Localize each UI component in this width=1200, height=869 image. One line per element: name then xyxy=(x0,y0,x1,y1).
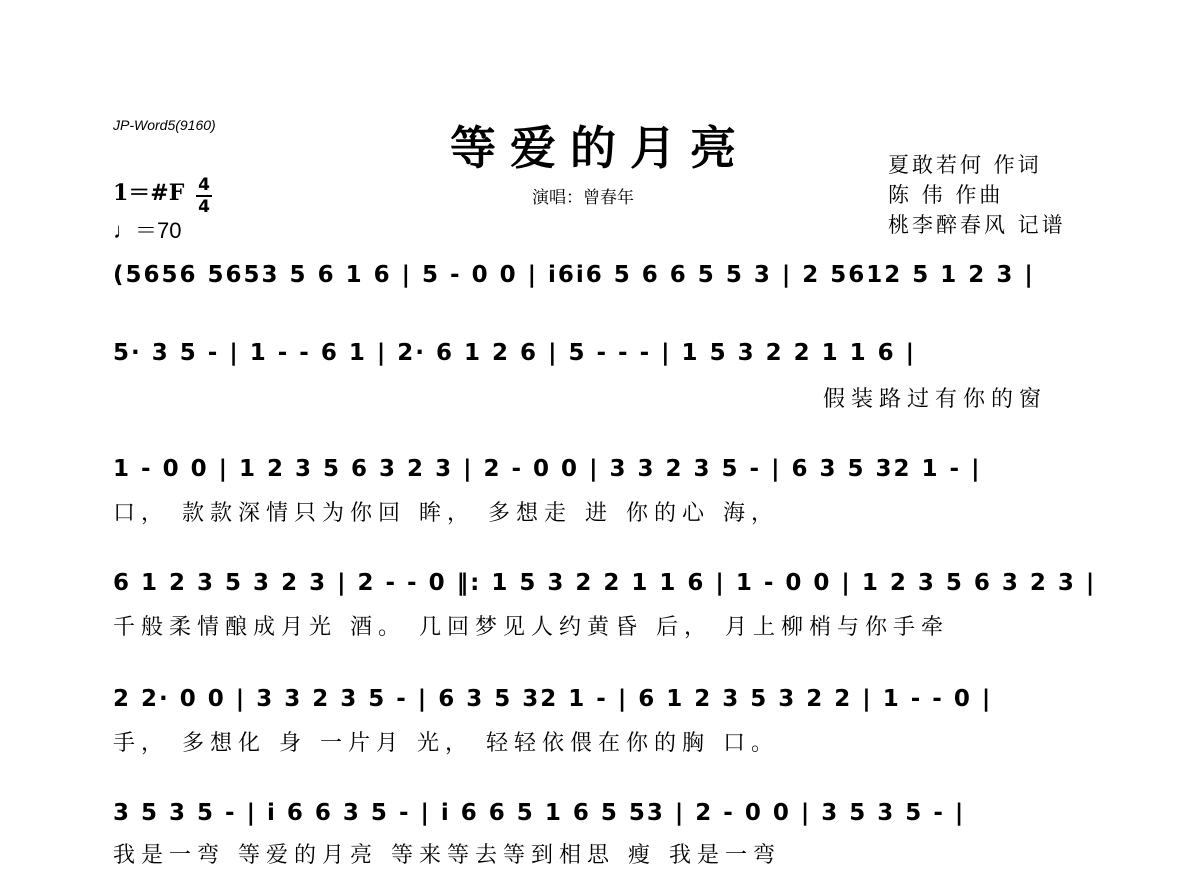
time-signature-top: 4 xyxy=(198,175,210,195)
score-line-4-lyrics: 千般柔情酿成月光 酒。 几回梦见人约黄昏 后， 月上柳梢与你手牵 xyxy=(113,615,949,640)
score-line-6-lyrics: 我是一弯 等爱的月亮 等来等去等到相思 瘦 我是一弯 xyxy=(113,843,781,868)
lyricist-credit: 夏敢若何 作词 xyxy=(888,153,1042,177)
score-line-2-lyrics: 假装路过有你的窗 xyxy=(823,387,1048,412)
singer-credit: 演唱：曾春年 xyxy=(532,188,634,208)
transcriber-credit: 桃李醉春风 记谱 xyxy=(888,213,1066,237)
composer-credit: 陈 伟 作曲 xyxy=(888,183,1004,207)
score-line-5-lyrics: 手， 多想化 身 一片月 光， 轻轻依偎在你的胸 口。 xyxy=(113,731,779,756)
tempo-marking: ♩＝70 xyxy=(113,218,182,243)
key-signature: 1＝#F xyxy=(113,180,185,206)
time-signature xyxy=(196,176,212,216)
score-line-3-lyrics: 口， 款款深情只为你回 眸， 多想走 进 你的心 海， xyxy=(113,501,779,526)
score-line-6-notes: 3 5 3 5 - | i 6 6 3 5 - | i 6 6 5 1 6 5 53 | 2 - 0 0 | 3 5 3 5 - | xyxy=(113,800,966,826)
song-title: 等爱的月亮 xyxy=(450,121,750,175)
score-line-5-notes: 2 2· 0 0 | 3 3 2 3 5 - | 6 3 5 32 1 - | 6 1 2 3 5 3 2 2 | 1 - - 0 | xyxy=(113,686,993,712)
time-signature-bottom: 4 xyxy=(198,197,210,217)
score-line-3-notes: 1 - 0 0 | 1 2 3 5 6 3 2 3 | 2 - 0 0 | 3 3 2 3 5 - | 6 3 5 32 1 - | xyxy=(113,456,982,482)
score-line-4-notes: 6 1 2 3 5 3 2 3 | 2 - - 0 ‖: 1 5 3 2 2 1 1 6 | 1 - 0 0 | 1 2 3 5 6 3 2 3 | xyxy=(113,570,1097,596)
software-label: JP-Word5(9160) xyxy=(113,117,216,133)
score-line-2-notes: 5· 3 5 - | 1 - - 6 1 | 2· 6 1 2 6 | 5 - - - | 1 5 3 2 2 1 1 6 | xyxy=(113,340,917,366)
credits-block xyxy=(888,150,1066,240)
score-line-1-notes: (5656 5653 5 6 1 6 | 5 - 0 0 | i6i6 5 6 6 5 5 3 | 2 5612 5 1 2 3 | xyxy=(113,262,1035,288)
